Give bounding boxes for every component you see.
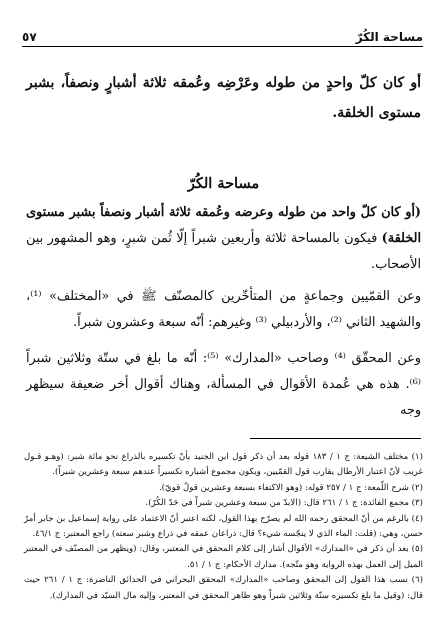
footnote-2: (٢) شرح اللّمعة: ج ١ / ٢٥٧ قوله: (وهو الاكتفاء بسبعة وعشرين قولٌ قويّ).	[158, 482, 423, 493]
main-statement: أو كان كلّ واحدٍ من طوله وعَرْضِه وعُمقه ثلاثة أشبارٍ ونصفاً، بشبر مستوى الخلقة.	[26, 75, 421, 121]
quoted-text: (أو كان كلّ واحد من طوله وعرضه وعُمقه ثلاثة أشبار ونصفاً بشبر مستوى الخلقة)	[26, 205, 421, 246]
footnote-5: (٥) بعد أن ذكر في «المدارك» الأقوال أشار إلى كلام المحقق في المعتبر، وقال: (ويظهر من المصنّف في المعتبر الميل إلى العمل بهذه الرواية وهو متّجه). مدارك الأحكام: ج ١ / ٥١.	[24, 544, 423, 570]
commentary-paragraph-1	[26, 200, 421, 278]
header-rule	[22, 46, 423, 47]
page-number: ٥٧	[22, 30, 37, 44]
commentary-text: فيكون بالمساحة ثلاثة وأربعين شبراً إلّا ثُمن شبرٍ، وهو المشهور بين الأصحاب.	[26, 231, 421, 272]
footnote-3: (٣) مجمع الفائدة: ج ١ / ٢٦١ قال: (الابدّ من سبعة وعشرين شبراً في حَدّ الكُرّ).	[145, 498, 423, 509]
footnotes	[24, 450, 423, 604]
section-title: مساحة الكُرّ	[187, 175, 260, 192]
footnote-rule	[250, 438, 421, 439]
commentary-paragraph-2: وعن القمّيين وجماعةٍ من المتأخّرين كالمصنّف ﷺ في «المختلف» ⁽¹⁾، والشهيد الثاني ⁽²⁾، والأردبيلي ⁽³⁾ وغيرهم: أنّه سبعة وعشرون شبراً.	[26, 289, 421, 330]
running-header	[22, 28, 423, 44]
commentary-paragraph-3: وعن المحقّق ⁽⁴⁾ وصاحب «المدارك» ⁽⁵⁾: أنّه ما بلغ في ستّة وثلاثين شبراً ⁽⁶⁾. هذه هي عُمدة الأقوال في المسألة، وهناك أقوال أخر ضعيفة سيظهر وجه	[26, 351, 421, 418]
header-title: مساحة الكُرّ	[355, 30, 423, 44]
footnote-4: (٤) بالرغم من أنّ المحقق رحمه الله لم يصرّح بهذا القول، لكنه اعتبر أنّ الاعتماد على رواية إسماعيل بن جابر أمرٌ حسن، وهي: (قلت: الماء الذي لا ينجّسه شيء؟ قال: ذراعان عمقه في ذراع وشبر سعته) راجع المعتبر: ج ٤٦/١.	[24, 513, 423, 540]
footnote-1: (١) مختلف الشيعة: ج ١ / ١٨٣ قوله بعد أن ذكر قول ابن الجنيد بأنّ تكسيره بالذراع نحو مائة شبر: (وهـو قـول غريب لأنّ اعتبار الأرطال يقارب قول القمّيين، ويكون مجموع أشباره تكسيراً عندهم سبعة وعشرين شبراً).	[24, 452, 424, 478]
footnote-6: (٦) نسب هذا القول إلى المحقق وصاحب «المدارك» المحقق البحراني في الحدائق الناضرة: ج ١ / ٢٦١ حيث قال: (وقيل ما بلغ تكسيره ستّة وثلاثين شبراً وهو ظاهر المحقق في المعتبر، وإليه مال السيّد في المدارك).	[24, 575, 423, 601]
